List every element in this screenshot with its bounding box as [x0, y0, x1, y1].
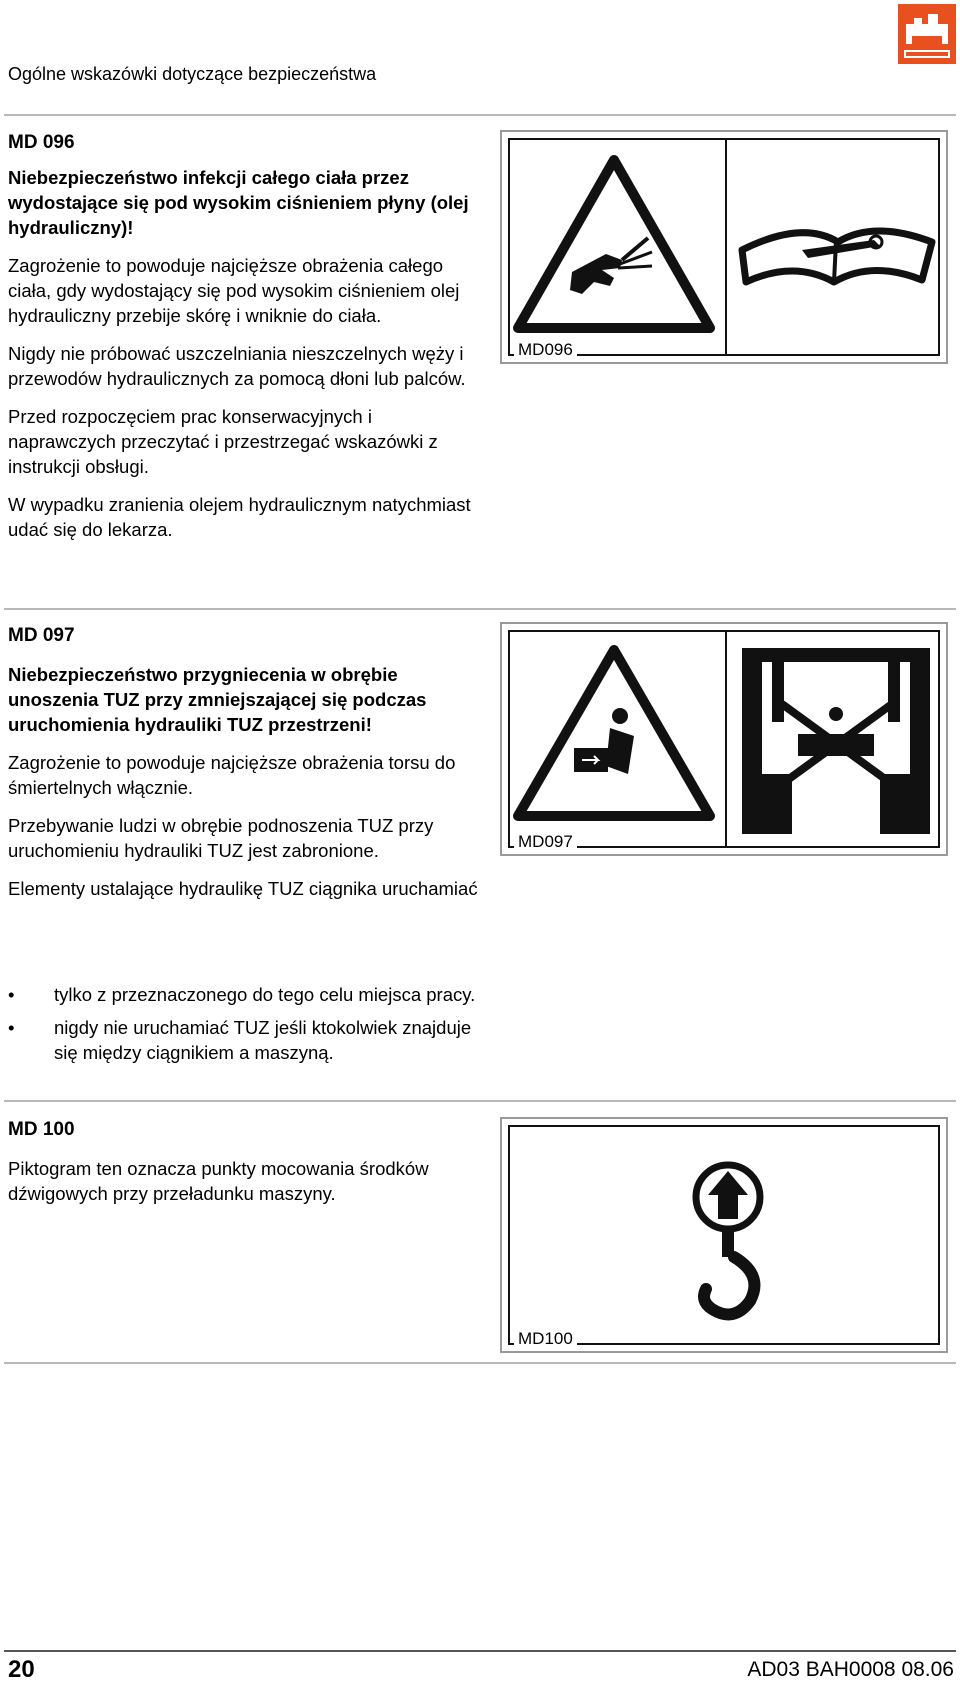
pictogram-code-label: MD100 [514, 1329, 577, 1349]
tractor-hitch-icon [742, 648, 930, 834]
section-md097-text [8, 623, 478, 901]
footer-rule [4, 1650, 956, 1652]
lifting-hook-icon [696, 1165, 760, 1314]
pictogram-code-label: MD096 [514, 340, 577, 360]
warning-triangle-icon [518, 160, 710, 328]
pictogram-md096 [500, 130, 948, 364]
section-code: MD 100 [8, 1119, 75, 1140]
list-item [8, 982, 478, 1007]
hazard-instruction: Nigdy nie próbować uszczelniania nieszczelnych węży i przewodów hydraulicznych za pomocą dłoni lub palców. [8, 343, 466, 389]
hazard-title: Niebezpieczeństwo infekcji całego ciała przez wydostające się pod wysokim ciśnieniem płyny (olej hydrauliczny)! [8, 167, 469, 238]
hazard-instruction: Przed rozpoczęciem prac konserwacyjnych i naprawczych przeczytać i przestrzegać wskazówki z instrukcji obsługi. [8, 406, 438, 477]
bullet-list [8, 982, 478, 1073]
bullet-icon: • [8, 984, 15, 1005]
hazard-title: Niebezpieczeństwo przygniecenia w obrębie unoszenia TUZ przy zmniejszającej się podczas uruchomienia hydrauliki TUZ przestrzeni! [8, 664, 427, 735]
hazard-consequence: Zagrożenie to powoduje najcięższe obrażenia torsu do śmiertelnych włącznie. [8, 752, 456, 798]
pictogram-code-label: MD097 [514, 832, 577, 852]
amazone-logo [898, 4, 956, 64]
header-rule [4, 114, 956, 116]
section-divider [4, 1362, 956, 1364]
section-divider [4, 1100, 956, 1102]
list-item [8, 1015, 478, 1065]
bullet-icon: • [8, 1017, 15, 1038]
hazard-instruction: W wypadku zranienia olejem hydraulicznym natychmiast udać się do lekarza. [8, 494, 471, 540]
hazard-instruction: Elementy ustalające hydraulikę TUZ ciągnika uruchamiać [8, 878, 478, 899]
document-id: AD03 BAH0008 08.06 [747, 1658, 954, 1681]
hazard-instruction: Przebywanie ludzi w obrębie podnoszenia TUZ przy uruchomieniu hydrauliki TUZ jest zabronione. [8, 815, 434, 861]
pictogram-description: Piktogram ten oznacza punkty mocowania środków dźwigowych przy przeładunku maszyny. [8, 1158, 429, 1204]
section-md096-text [8, 130, 478, 542]
section-code: MD 096 [8, 132, 75, 153]
pictogram-md097 [500, 622, 948, 856]
hazard-consequence: Zagrożenie to powoduje najcięższe obrażenia całego ciała, gdy wydostający się pod wysokim ciśnieniem olej hydrauliczny przebije skórę i wniknie do ciała. [8, 255, 460, 326]
list-item-text: tylko z przeznaczonego do tego celu miejsca pracy. [54, 984, 476, 1005]
warning-triangle-icon [518, 650, 710, 816]
list-item-text: nigdy nie uruchamiać TUZ jeśli ktokolwiek znajduje się między ciągnikiem a maszyną. [54, 1017, 472, 1063]
manual-book-icon [742, 231, 932, 282]
pictogram-md100 [500, 1117, 948, 1353]
running-header-title: Ogólne wskazówki dotyczące bezpieczeństwa [8, 64, 377, 84]
section-code: MD 097 [8, 625, 75, 646]
page-number: 20 [8, 1656, 35, 1683]
section-md100-text [8, 1117, 478, 1206]
section-divider [4, 608, 956, 610]
